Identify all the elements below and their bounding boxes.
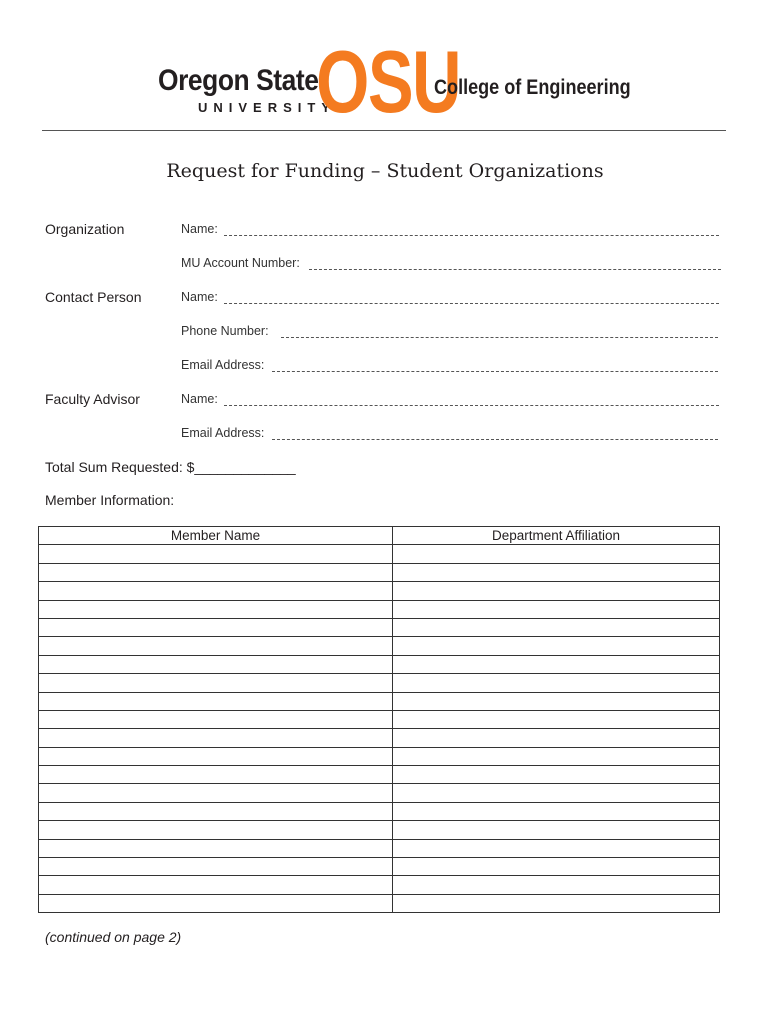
member-name-cell[interactable] — [39, 766, 393, 784]
contact-section-label: Contact Person — [45, 289, 142, 305]
osu-college-of-engineering-logo — [158, 32, 631, 132]
logo-university: UNIVERSITY — [198, 100, 337, 115]
department-cell[interactable] — [393, 747, 720, 765]
organization-account-field[interactable] — [309, 269, 721, 270]
department-cell[interactable] — [393, 802, 720, 820]
organization-section-label: Organization — [45, 221, 125, 237]
member-name-cell[interactable] — [39, 710, 393, 728]
advisor-name-field[interactable] — [224, 405, 719, 406]
member-name-cell[interactable] — [39, 637, 393, 655]
department-cell[interactable] — [393, 655, 720, 673]
table-row — [39, 600, 720, 618]
advisor-email-label: Email Address: — [181, 426, 265, 440]
member-information-label: Member Information: — [45, 492, 175, 508]
column-header-department: Department Affiliation — [393, 527, 720, 545]
member-table — [38, 526, 720, 913]
table-row — [39, 766, 720, 784]
department-cell[interactable] — [393, 821, 720, 839]
logo-osu-mark: OSU — [316, 32, 461, 131]
department-cell[interactable] — [393, 858, 720, 876]
total-sum-blank[interactable]: _____________ — [194, 459, 296, 475]
advisor-name-label: Name: — [181, 392, 218, 406]
member-name-cell[interactable] — [39, 839, 393, 857]
member-name-cell[interactable] — [39, 674, 393, 692]
department-cell[interactable] — [393, 710, 720, 728]
member-name-cell[interactable] — [39, 858, 393, 876]
contact-name-field[interactable] — [224, 303, 719, 304]
table-row — [39, 692, 720, 710]
department-cell[interactable] — [393, 637, 720, 655]
member-name-cell[interactable] — [39, 692, 393, 710]
organization-account-label: MU Account Number: — [181, 256, 300, 270]
member-name-cell[interactable] — [39, 582, 393, 600]
member-name-cell[interactable] — [39, 618, 393, 636]
member-name-cell[interactable] — [39, 784, 393, 802]
department-cell[interactable] — [393, 784, 720, 802]
member-name-cell[interactable] — [39, 545, 393, 563]
logo-wordmark: Oregon State — [158, 64, 319, 97]
contact-email-label: Email Address: — [181, 358, 265, 372]
table-row — [39, 563, 720, 581]
table-row — [39, 858, 720, 876]
header-divider — [42, 130, 726, 131]
member-name-cell[interactable] — [39, 600, 393, 618]
department-cell[interactable] — [393, 839, 720, 857]
table-row — [39, 784, 720, 802]
member-name-cell[interactable] — [39, 655, 393, 673]
member-table-header — [39, 527, 720, 545]
department-cell[interactable] — [393, 563, 720, 581]
organization-name-field[interactable] — [224, 235, 719, 236]
table-row — [39, 674, 720, 692]
advisor-email-field[interactable] — [272, 439, 718, 440]
table-row — [39, 618, 720, 636]
table-row — [39, 582, 720, 600]
table-row — [39, 894, 720, 912]
member-name-cell[interactable] — [39, 876, 393, 894]
contact-phone-label: Phone Number: — [181, 324, 269, 338]
total-sum-requested[interactable] — [45, 459, 296, 475]
table-row — [39, 747, 720, 765]
department-cell[interactable] — [393, 545, 720, 563]
department-cell[interactable] — [393, 600, 720, 618]
department-cell[interactable] — [393, 674, 720, 692]
department-cell[interactable] — [393, 692, 720, 710]
member-name-cell[interactable] — [39, 729, 393, 747]
logo-college-name: College of Engineering — [434, 76, 631, 99]
table-row — [39, 821, 720, 839]
member-name-cell[interactable] — [39, 563, 393, 581]
member-name-cell[interactable] — [39, 894, 393, 912]
department-cell[interactable] — [393, 582, 720, 600]
advisor-section-label: Faculty Advisor — [45, 391, 140, 407]
department-cell[interactable] — [393, 894, 720, 912]
table-row — [39, 802, 720, 820]
contact-name-label: Name: — [181, 290, 218, 304]
table-row — [39, 655, 720, 673]
member-name-cell[interactable] — [39, 802, 393, 820]
continued-note: (continued on page 2) — [45, 929, 182, 945]
table-row — [39, 729, 720, 747]
table-row — [39, 839, 720, 857]
department-cell[interactable] — [393, 618, 720, 636]
department-cell[interactable] — [393, 766, 720, 784]
department-cell[interactable] — [393, 876, 720, 894]
contact-phone-field[interactable] — [281, 337, 718, 338]
total-sum-label: Total Sum Requested: $ — [45, 459, 195, 475]
page-title: Request for Funding – Student Organizations — [166, 160, 604, 182]
organization-name-label: Name: — [181, 222, 218, 236]
table-row — [39, 545, 720, 563]
contact-email-field[interactable] — [272, 371, 718, 372]
table-row — [39, 710, 720, 728]
department-cell[interactable] — [393, 729, 720, 747]
column-header-member-name: Member Name — [39, 527, 393, 545]
member-name-cell[interactable] — [39, 747, 393, 765]
table-row — [39, 637, 720, 655]
table-row — [39, 876, 720, 894]
member-name-cell[interactable] — [39, 821, 393, 839]
